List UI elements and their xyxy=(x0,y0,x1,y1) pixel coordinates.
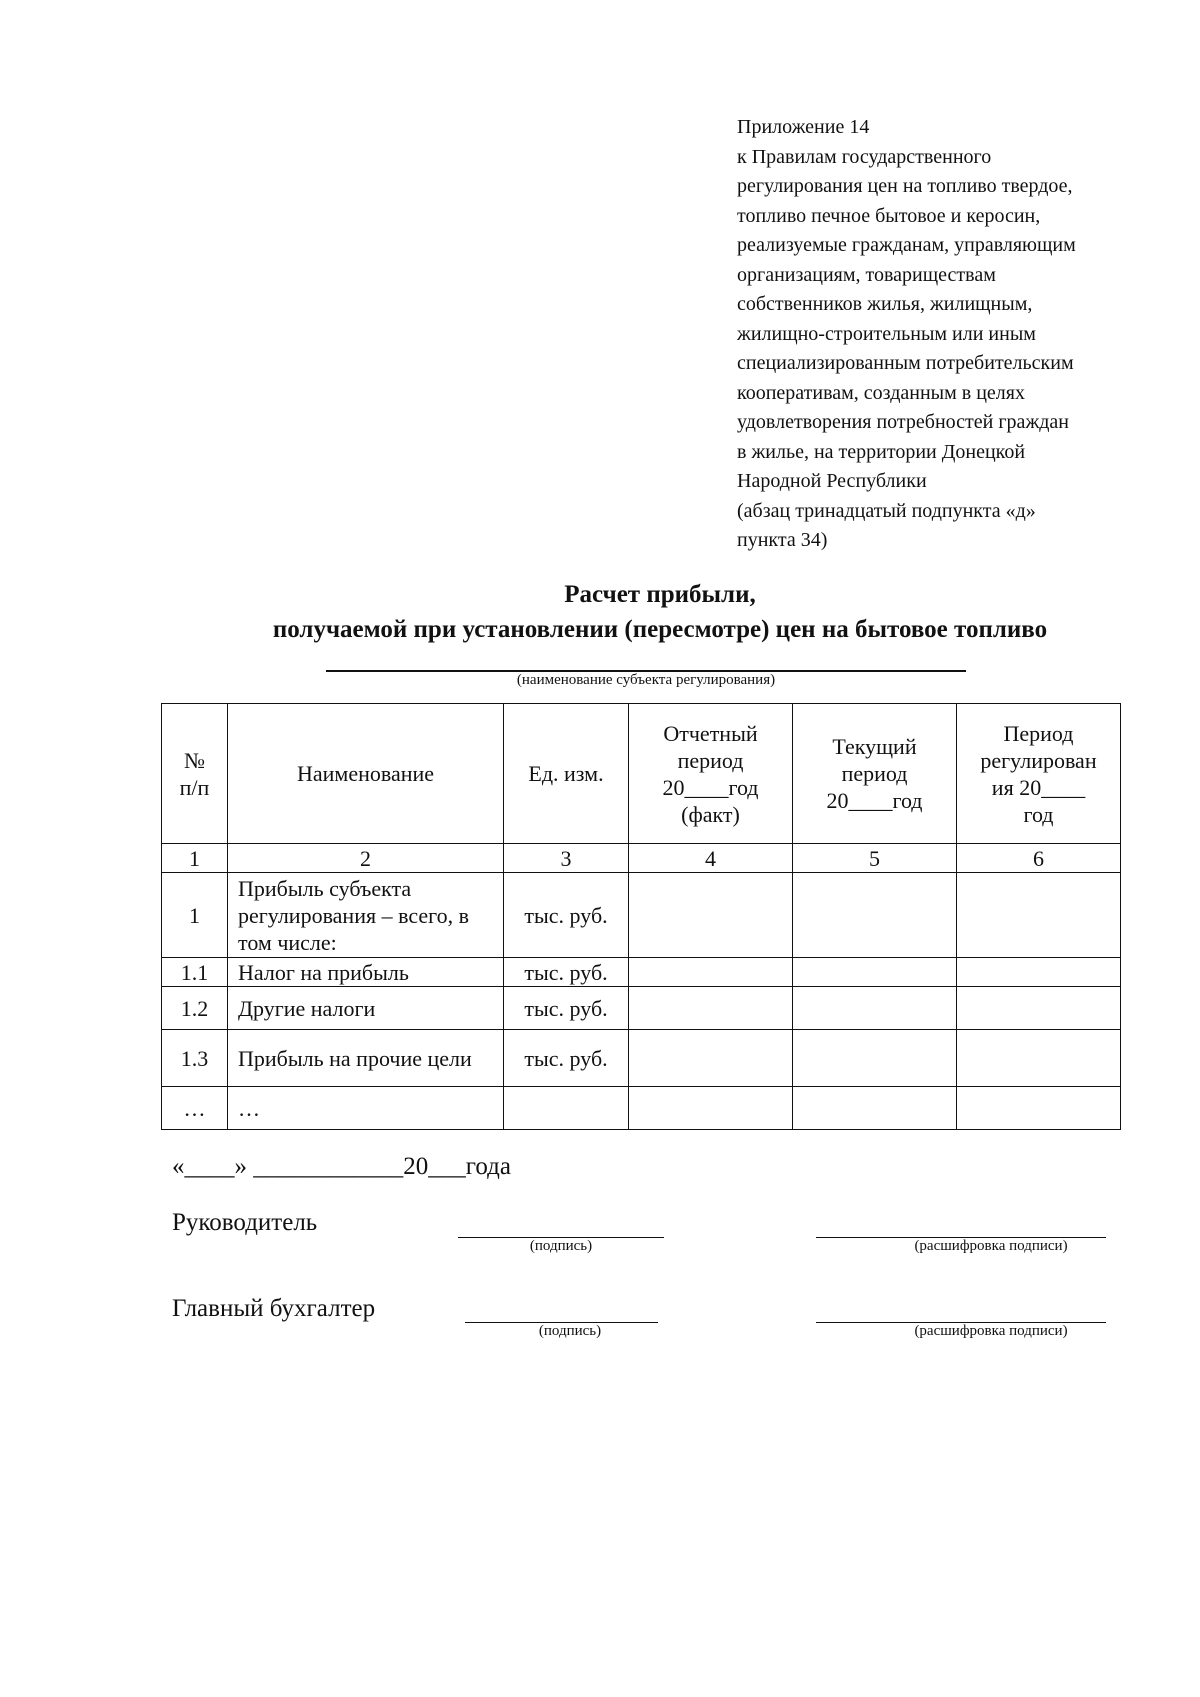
appendix-line: в жилье, на территории Донецкой xyxy=(737,440,1026,463)
header-regulation-period xyxy=(957,704,1121,844)
cell-reporting-period[interactable] xyxy=(629,958,793,987)
row-name: Прибыль на прочие цели xyxy=(228,1030,504,1087)
appendix-line: Народной Республики xyxy=(737,470,927,492)
appendix-line: собственников жилья, жилищным, xyxy=(737,293,1033,315)
accountant-signature-caption: (подпись) xyxy=(538,1323,602,1339)
header-num xyxy=(162,704,228,844)
document-title xyxy=(150,577,1170,647)
cell-reporting-period[interactable] xyxy=(629,1087,793,1130)
subject-caption: (наименование субъекта регулирования) xyxy=(516,672,776,688)
row-num: 1 xyxy=(162,873,228,958)
row-unit: тыс. руб. xyxy=(504,1030,629,1087)
appendix-line: Приложение 14 xyxy=(737,116,870,138)
accountant-decoding-caption: (расшифровка подписи) xyxy=(914,1323,1068,1339)
column-number: 5 xyxy=(793,844,957,873)
header-text: ия 20____ xyxy=(991,774,1086,800)
cell-regulation-period[interactable] xyxy=(957,958,1121,987)
header-text: регулирован xyxy=(980,747,1097,773)
column-number: 3 xyxy=(504,844,629,873)
cell-reporting-period[interactable] xyxy=(629,987,793,1030)
date-line: «____» ____________20___года xyxy=(172,1153,511,1180)
cell-regulation-period[interactable] xyxy=(957,873,1121,958)
row-name: Прибыль субъекта регулирования – всего, в том числе: xyxy=(228,873,504,958)
title-line-2: получаемой при установлении (пересмотре) цен на бытовое топливо xyxy=(272,616,1048,643)
header-current-period xyxy=(793,704,957,844)
header-text: период xyxy=(677,747,744,773)
head-label: Руководитель xyxy=(172,1209,318,1236)
table-row xyxy=(162,1030,1121,1087)
cell-current-period[interactable] xyxy=(793,958,957,987)
row-num: 1.2 xyxy=(162,987,228,1030)
row-num: 1.3 xyxy=(162,1030,228,1087)
appendix-line: удовлетворения потребностей граждан xyxy=(737,411,1070,433)
cell-regulation-period[interactable] xyxy=(957,987,1121,1030)
column-number: 2 xyxy=(228,844,504,873)
row-unit xyxy=(504,1087,629,1130)
column-number: 1 xyxy=(162,844,228,873)
appendix-line: пункта 34) xyxy=(737,529,828,551)
header-text: Период xyxy=(1003,720,1074,746)
head-decoding-caption: (расшифровка подписи) xyxy=(914,1238,1068,1254)
cell-current-period[interactable] xyxy=(793,873,957,958)
header-text: период xyxy=(841,761,908,786)
head-signature-caption: (подпись) xyxy=(529,1238,593,1254)
row-unit: тыс. руб. xyxy=(504,958,629,987)
header-text: 20____год xyxy=(826,788,923,813)
table-row xyxy=(162,1087,1121,1130)
row-name: Налог на прибыль xyxy=(228,958,504,987)
cell-regulation-period[interactable] xyxy=(957,1030,1121,1087)
header-text: п/п xyxy=(179,774,210,800)
cell-current-period[interactable] xyxy=(793,1030,957,1087)
appendix-block xyxy=(737,113,1167,556)
appendix-line: (абзац тринадцатый подпункта «д» xyxy=(737,499,1036,522)
appendix-line: жилищно-строительным или иным xyxy=(737,322,1036,345)
header-text: (факт) xyxy=(681,801,740,827)
appendix-line: топливо печное бытовое и керосин, xyxy=(737,204,1041,227)
header-text: Текущий xyxy=(832,734,917,759)
table-row xyxy=(162,958,1121,987)
row-unit: тыс. руб. xyxy=(504,873,629,958)
column-number: 4 xyxy=(629,844,793,873)
header-name xyxy=(228,704,504,844)
row-num: … xyxy=(162,1087,228,1130)
row-unit: тыс. руб. xyxy=(504,987,629,1030)
cell-current-period[interactable] xyxy=(793,1087,957,1130)
header-text: Наименование xyxy=(296,761,435,786)
appendix-line: специализированным потребительским xyxy=(737,352,1074,374)
column-number: 6 xyxy=(957,844,1121,873)
row-num: 1.1 xyxy=(162,958,228,987)
header-text: Отчетный xyxy=(663,720,758,746)
table-row xyxy=(162,987,1121,1030)
header-text: 20____год xyxy=(662,774,759,800)
header-text: № xyxy=(184,747,205,773)
row-name: … xyxy=(228,1087,504,1130)
appendix-line: организациям, товариществам xyxy=(737,263,996,286)
chief-accountant-label: Главный бухгалтер xyxy=(172,1295,376,1322)
appendix-line: реализуемые гражданам, управляющим xyxy=(737,234,1076,256)
cell-current-period[interactable] xyxy=(793,987,957,1030)
title-line-1: Расчет прибыли, xyxy=(564,581,756,608)
appendix-line: регулирования цен на топливо твердое, xyxy=(737,175,1073,197)
header-text: год xyxy=(1023,801,1054,827)
header-reporting-period xyxy=(629,704,793,844)
appendix-line: к Правилам государственного xyxy=(737,145,992,168)
cell-regulation-period[interactable] xyxy=(957,1087,1121,1130)
profit-table xyxy=(161,703,1121,1130)
appendix-line: кооперативам, созданным в целях xyxy=(737,381,1025,404)
row-name: Другие налоги xyxy=(228,987,504,1030)
header-row xyxy=(162,704,1121,844)
cell-reporting-period[interactable] xyxy=(629,873,793,958)
table-row xyxy=(162,873,1121,958)
header-unit xyxy=(504,704,629,844)
cell-reporting-period[interactable] xyxy=(629,1030,793,1087)
header-text: Ед. изм. xyxy=(528,761,604,786)
column-number-row xyxy=(162,844,1121,873)
